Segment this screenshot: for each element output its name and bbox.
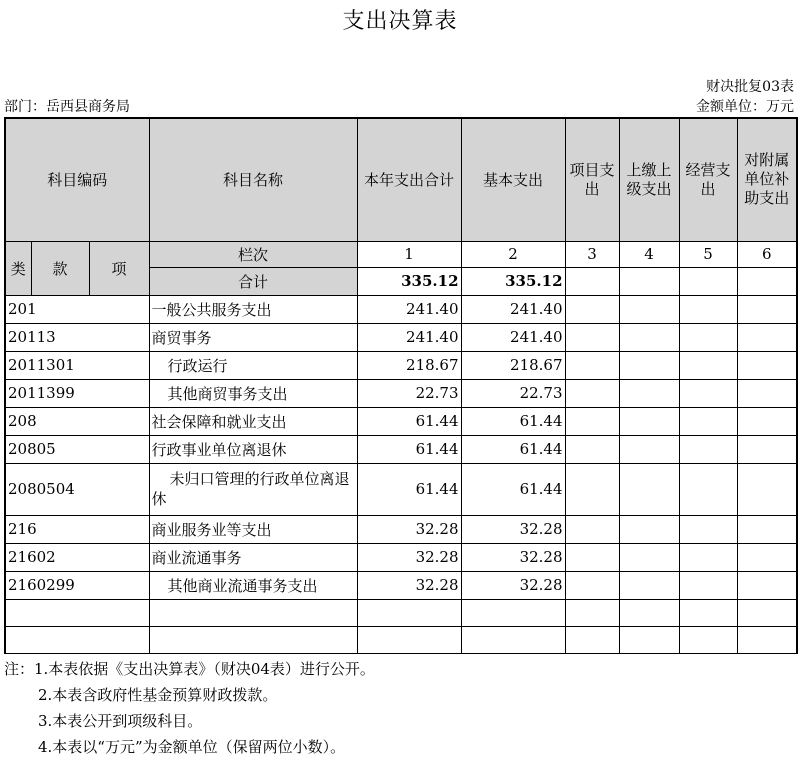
total-row-total: 335.12 <box>357 267 461 295</box>
column-number-3: 3 <box>565 241 619 267</box>
row-total: 61.44 <box>357 463 461 515</box>
row-total: 61.44 <box>357 435 461 463</box>
header-column-index-label: 栏次 <box>149 241 357 267</box>
notes-section <box>4 656 375 760</box>
row-total: 32.28 <box>357 571 461 599</box>
row-basic: 61.44 <box>461 435 565 463</box>
row-basic: 241.40 <box>461 323 565 351</box>
row-name: 商业流通事务 <box>149 543 357 571</box>
row-basic: 32.28 <box>461 571 565 599</box>
row-name: 商贸事务 <box>149 323 357 351</box>
department-label: 部门：岳西县商务局 <box>4 99 130 115</box>
row-name: 未归口管理的行政单位离退休 <box>149 463 357 515</box>
header-total-expenditure: 本年支出合计 <box>357 118 461 241</box>
table-row <box>5 571 797 599</box>
row-total: 32.28 <box>357 543 461 571</box>
row-name: 商业服务业等支出 <box>149 515 357 543</box>
row-code: 2080504 <box>5 463 149 515</box>
table-row <box>5 323 797 351</box>
row-code: 201 <box>5 295 149 323</box>
form-number: 财决批复03表 <box>706 79 794 95</box>
page-title: 支出决算表 <box>342 9 458 34</box>
row-total: 61.44 <box>357 407 461 435</box>
row-basic: 218.67 <box>461 351 565 379</box>
row-basic: 61.44 <box>461 407 565 435</box>
row-total: 32.28 <box>357 515 461 543</box>
table-row <box>5 407 797 435</box>
column-number-4: 4 <box>619 241 679 267</box>
row-name: 社会保障和就业支出 <box>149 407 357 435</box>
header-subsidiary-subsidy: 对附属单位补助支出 <box>737 118 797 241</box>
note-4: 4.本表以“万元”为金额单位（保留两位小数）。 <box>38 738 346 756</box>
amount-unit-label: 金额单位：万元 <box>696 99 794 115</box>
note-3: 3.本表公开到项级科目。 <box>38 712 203 730</box>
total-row-label: 合计 <box>149 267 357 295</box>
header-business-expenditure: 经营支出 <box>679 118 737 241</box>
column-number-2: 2 <box>461 241 565 267</box>
header-upper-remittance: 上缴上级支出 <box>619 118 679 241</box>
table-row <box>5 379 797 407</box>
table-row <box>5 295 797 323</box>
header-subject-name: 科目名称 <box>149 118 357 241</box>
row-code: 20805 <box>5 435 149 463</box>
table-row <box>5 543 797 571</box>
row-basic: 22.73 <box>461 379 565 407</box>
row-basic: 61.44 <box>461 463 565 515</box>
note-1: 注：1.本表依据《支出决算表》（财决04表）进行公开。 <box>4 660 375 678</box>
row-code: 216 <box>5 515 149 543</box>
table-row <box>5 351 797 379</box>
row-name: 行政事业单位离退休 <box>149 435 357 463</box>
column-number-1: 1 <box>357 241 461 267</box>
row-name: 其他商贸事务支出 <box>149 379 357 407</box>
row-basic: 32.28 <box>461 543 565 571</box>
total-row-basic: 335.12 <box>461 267 565 295</box>
row-code: 2160299 <box>5 571 149 599</box>
table-row <box>5 463 797 515</box>
table-row <box>5 435 797 463</box>
row-basic: 32.28 <box>461 515 565 543</box>
row-code: 20113 <box>5 323 149 351</box>
row-total: 241.40 <box>357 295 461 323</box>
column-number-5: 5 <box>679 241 737 267</box>
row-code: 2011399 <box>5 379 149 407</box>
note-2: 2.本表含政府性基金预算财政拨款。 <box>38 686 278 704</box>
row-name: 行政运行 <box>149 351 357 379</box>
header-basic-expenditure: 基本支出 <box>461 118 565 241</box>
header-kuan: 款 <box>31 241 89 295</box>
expenditure-table <box>4 117 798 654</box>
column-number-6: 6 <box>737 241 797 267</box>
row-name: 其他商业流通事务支出 <box>149 571 357 599</box>
header-lei: 类 <box>5 241 31 295</box>
table-row <box>5 515 797 543</box>
row-code: 208 <box>5 407 149 435</box>
row-total: 241.40 <box>357 323 461 351</box>
header-project-expenditure: 项目支出 <box>565 118 619 241</box>
row-name: 一般公共服务支出 <box>149 295 357 323</box>
header-subject-code: 科目编码 <box>5 118 149 241</box>
header-xiang: 项 <box>89 241 149 295</box>
row-total: 22.73 <box>357 379 461 407</box>
row-total: 218.67 <box>357 351 461 379</box>
empty-row <box>5 599 797 626</box>
row-code: 21602 <box>5 543 149 571</box>
empty-row <box>5 626 797 653</box>
row-basic: 241.40 <box>461 295 565 323</box>
row-code: 2011301 <box>5 351 149 379</box>
